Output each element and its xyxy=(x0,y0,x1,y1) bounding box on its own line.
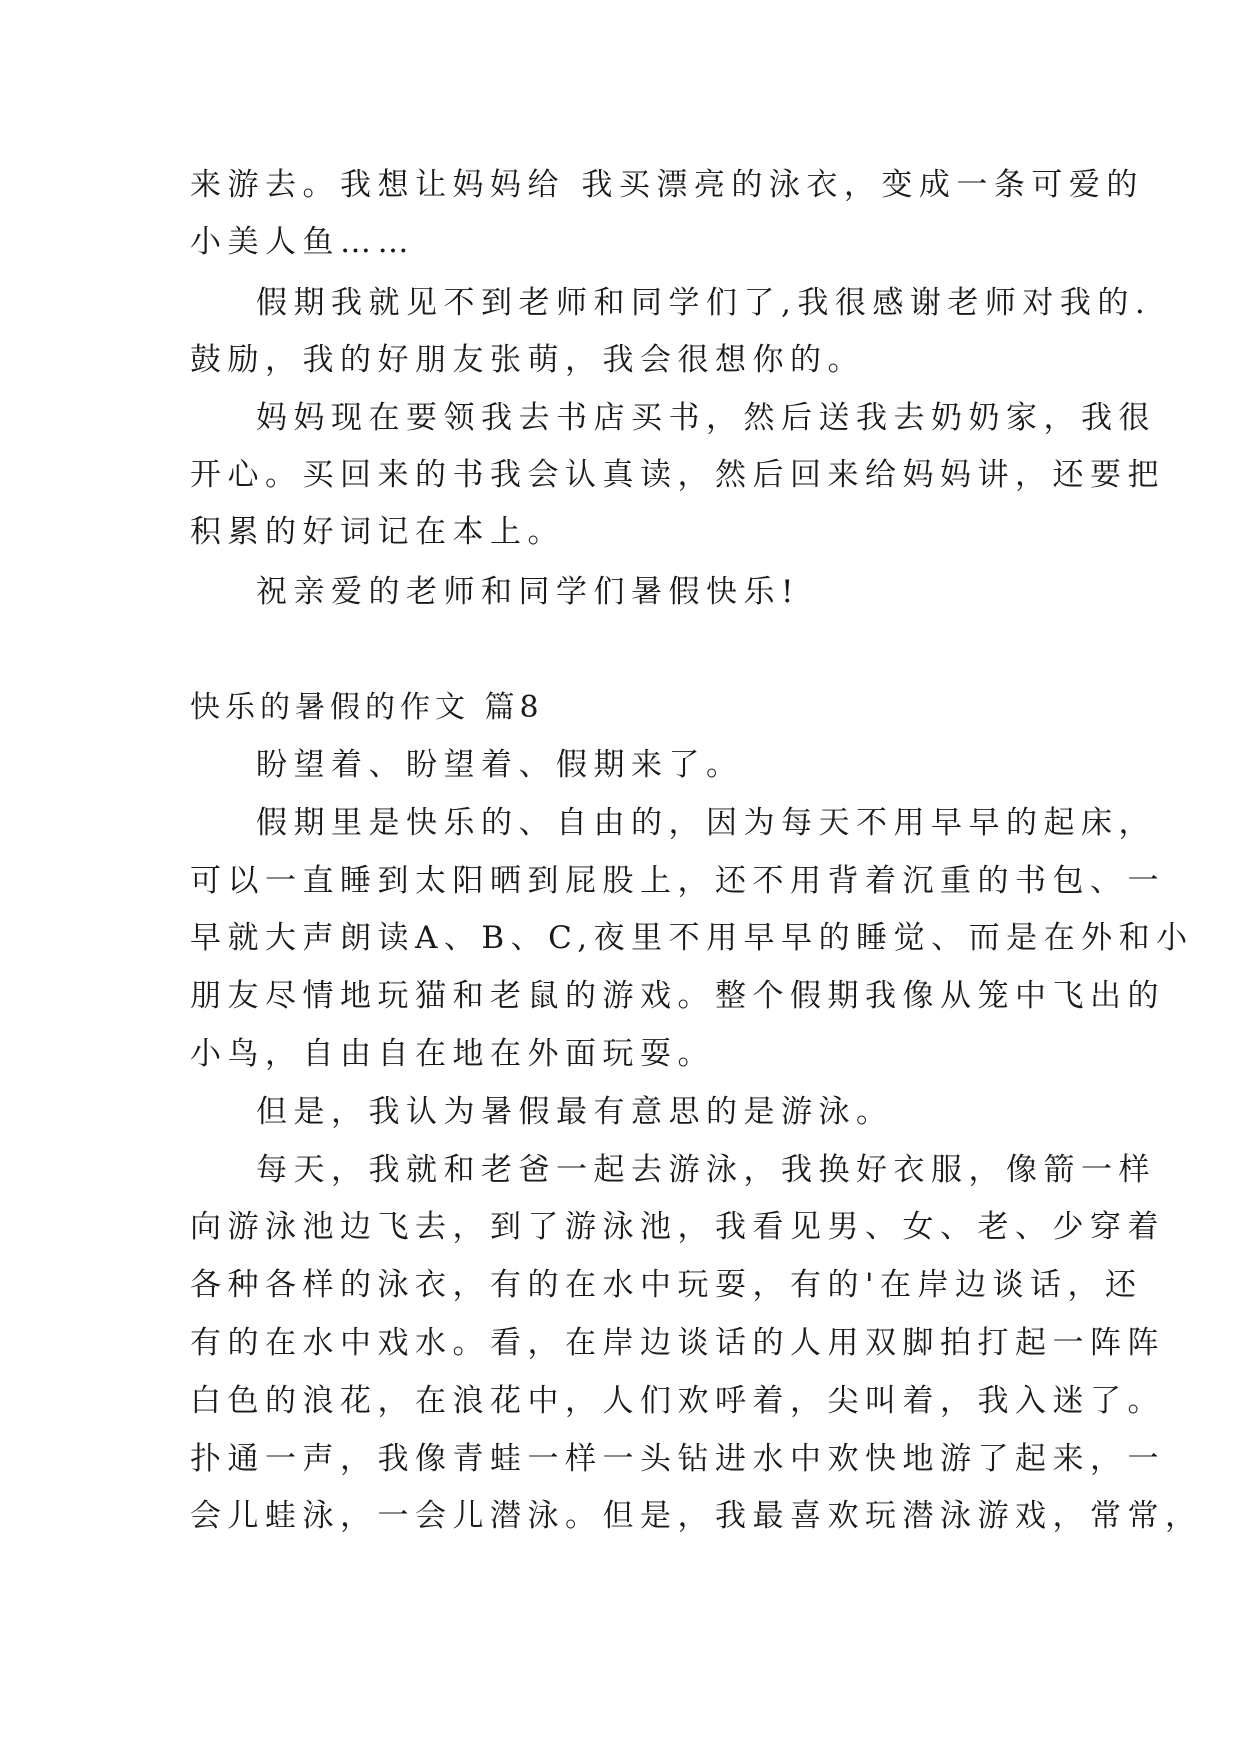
text-line: 假期我就见不到老师和同学们了,我很感谢老师对我的. xyxy=(256,285,1152,321)
text-line: 每天，我就和老爸一起去游泳，我换好衣服，像箭一样 xyxy=(256,1152,1156,1188)
text-line: 可以一直睡到太阳晒到屁股上，还不用背着沉重的书包、一 xyxy=(190,863,1165,899)
text-line: 小美人鱼…… xyxy=(190,224,415,260)
text-line: 假期里是快乐的、自由的，因为每天不用早早的起床， xyxy=(256,805,1156,841)
text-line: 有的在水中戏水。看，在岸边谈话的人用双脚拍打起一阵阵 xyxy=(190,1325,1165,1361)
text-line: 祝亲爱的老师和同学们暑假快乐! xyxy=(256,574,800,610)
text-line: 妈妈现在要领我去书店买书，然后送我去奶奶家，我很 xyxy=(256,400,1156,436)
section-heading: 快乐的暑假的作文 篇8 xyxy=(190,690,544,725)
text-line: 小鸟，自由自在地在外面玩耍。 xyxy=(190,1036,715,1072)
text-line: 但是，我认为暑假最有意思的是游泳。 xyxy=(256,1094,894,1130)
text-line: 会儿蛙泳，一会儿潜泳。但是，我最喜欢玩潜泳游戏，常常， xyxy=(190,1498,1203,1534)
text-line: 各种各样的泳衣，有的在水中玩耍，有的'在岸边谈话，还 xyxy=(190,1267,1143,1303)
text-line: 开心。买回来的书我会认真读，然后回来给妈妈讲，还要把 xyxy=(190,457,1165,493)
text-line: 盼望着、盼望着、假期来了。 xyxy=(256,747,744,783)
text-line: 积累的好词记在本上。 xyxy=(190,514,565,550)
text-line: 来游去。我想让妈妈给 我买漂亮的泳衣，变成一条可爱的 xyxy=(190,167,1144,203)
text-line: 白色的浪花，在浪花中，人们欢呼着，尖叫着，我入迷了。 xyxy=(190,1383,1165,1419)
text-line: 鼓励，我的好朋友张萌，我会很想你的。 xyxy=(190,342,865,378)
text-line: 早就大声朗读A、B、C,夜里不用早早的睡觉、而是在外和小 xyxy=(190,920,1194,956)
text-line: 扑通一声，我像青蛙一样一头钻进水中欢快地游了起来，一 xyxy=(190,1441,1165,1477)
text-line: 朋友尽情地玩猫和老鼠的游戏。整个假期我像从笼中飞出的 xyxy=(190,978,1165,1014)
text-line: 向游泳池边飞去，到了游泳池，我看见男、女、老、少穿着 xyxy=(190,1209,1165,1245)
